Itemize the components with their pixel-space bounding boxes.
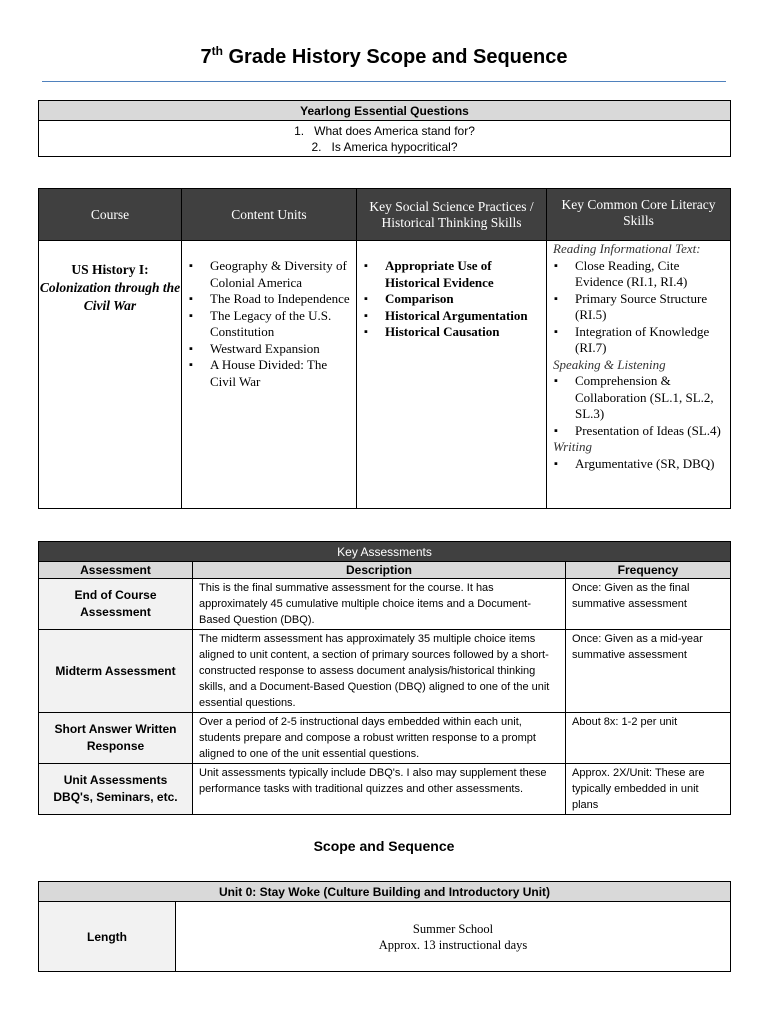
title-underline (42, 81, 726, 82)
course-subtitle: Colonization through the Civil War (39, 280, 181, 313)
key-assessments-caption: Key Assessments (39, 542, 731, 562)
assessment-frequency: Once: Given as a mid-year summative assessment (566, 630, 731, 713)
literacy-item: ▪ Argumentative (SR, DBQ) (553, 456, 730, 473)
assessment-name: Midterm Assessment (39, 630, 193, 713)
assessment-frequency: Approx. 2X/Unit: These are typically embedded in unit plans (566, 764, 731, 815)
table-row (39, 579, 731, 630)
content-unit-item: ▪ Geography & Diversity of Colonial America (182, 258, 356, 291)
literacy-cell (547, 241, 731, 509)
literacy-item: ▪ Comprehension & Collaboration (SL.1, SL.2, SL.3) (553, 373, 730, 423)
literacy-item: ▪ Presentation of Ideas (SL.4) (553, 423, 730, 440)
assessment-name: Unit Assessments DBQ's, Seminars, etc. (39, 764, 193, 815)
length-label: Length (39, 902, 176, 972)
reading-label: Reading Informational Text: (553, 241, 701, 256)
assessment-description: Unit assessments typically include DBQ's. I also may supplement these performance tasks with traditional quizzes and other assessments. (193, 764, 566, 815)
essential-question: 2. Is America hypocritical? (311, 140, 458, 154)
essential-questions-header: Yearlong Essential Questions (39, 101, 731, 121)
practice-item: ▪ Historical Argumentation (357, 308, 546, 325)
practices-cell (357, 241, 547, 509)
literacy-item: ▪ Close Reading, Cite Evidence (RI.1, RI.4) (553, 258, 730, 291)
content-unit-item: ▪ The Road to Independence (182, 291, 356, 308)
practices-header: Key Social Science Practices / Historical Thinking Skills (357, 189, 547, 241)
content-units-header: Content Units (182, 189, 357, 241)
table-row (39, 630, 731, 713)
writing-label: Writing (553, 439, 593, 454)
assessment-name: End of Course Assessment (39, 579, 193, 630)
practice-item: ▪ Comparison (357, 291, 546, 308)
scope-and-sequence-title: Scope and Sequence (313, 838, 455, 854)
content-unit-item: ▪ A House Divided: The Civil War (182, 357, 356, 390)
content-unit-item: ▪ The Legacy of the U.S. Constitution (182, 308, 356, 341)
assessment-frequency: Once: Given as the final summative assessment (566, 579, 731, 630)
practice-item: ▪ Historical Causation (357, 324, 546, 341)
length-line: Approx. 13 instructional days (378, 937, 528, 952)
assessment-name: Short Answer Written Response (39, 713, 193, 764)
table-row (39, 764, 731, 815)
frequency-header: Frequency (566, 562, 731, 579)
content-units-cell (182, 241, 357, 509)
unit-0-header: Unit 0: Stay Woke (Culture Building and Introductory Unit) (39, 882, 731, 902)
assessment-header: Assessment (39, 562, 193, 579)
key-assessments-table (38, 541, 731, 815)
assessment-description: The midterm assessment has approximately 35 multiple choice items aligned to unit content, a section of primary sources followed by a short-constructed response to assess document analysis/historical thinking skills, and a Document-Based Question (DBQ) aligned to one of the unit essential questions. (193, 630, 566, 713)
unit-0-table (38, 881, 731, 972)
essential-questions-cell (39, 121, 731, 157)
literacy-header: Key Common Core Literacy Skills (547, 189, 731, 241)
course-name: US History I: (71, 262, 149, 277)
speaking-label: Speaking & Listening (553, 356, 666, 372)
content-unit-item: ▪ Westward Expansion (182, 341, 356, 358)
length-value (176, 902, 731, 972)
assessment-description: This is the final summative assessment for the course. It has approximately 45 cumulative multiple choice items and a Document-Based Question (DBQ). (193, 579, 566, 630)
course-name-cell (39, 241, 182, 509)
essential-questions-table (38, 100, 731, 157)
assessment-description: Over a period of 2-5 instructional days embedded within each unit, students prepare and compose a robust written response to a prompt aligned to one of the unit essential questions. (193, 713, 566, 764)
essential-question: 1. What does America stand for? (294, 124, 475, 138)
assessment-frequency: About 8x: 1-2 per unit (566, 713, 731, 764)
table-row (39, 713, 731, 764)
length-line: Summer School (412, 921, 494, 936)
description-header: Description (193, 562, 566, 579)
course-table (38, 188, 731, 509)
literacy-item: ▪ Integration of Knowledge (RI.7) (553, 324, 730, 357)
practice-item: ▪ Appropriate Use of Historical Evidence (357, 258, 546, 291)
course-header: Course (39, 189, 182, 241)
page-title: 7th Grade History Scope and Sequence (200, 44, 568, 68)
literacy-item: ▪ Primary Source Structure (RI.5) (553, 291, 730, 324)
